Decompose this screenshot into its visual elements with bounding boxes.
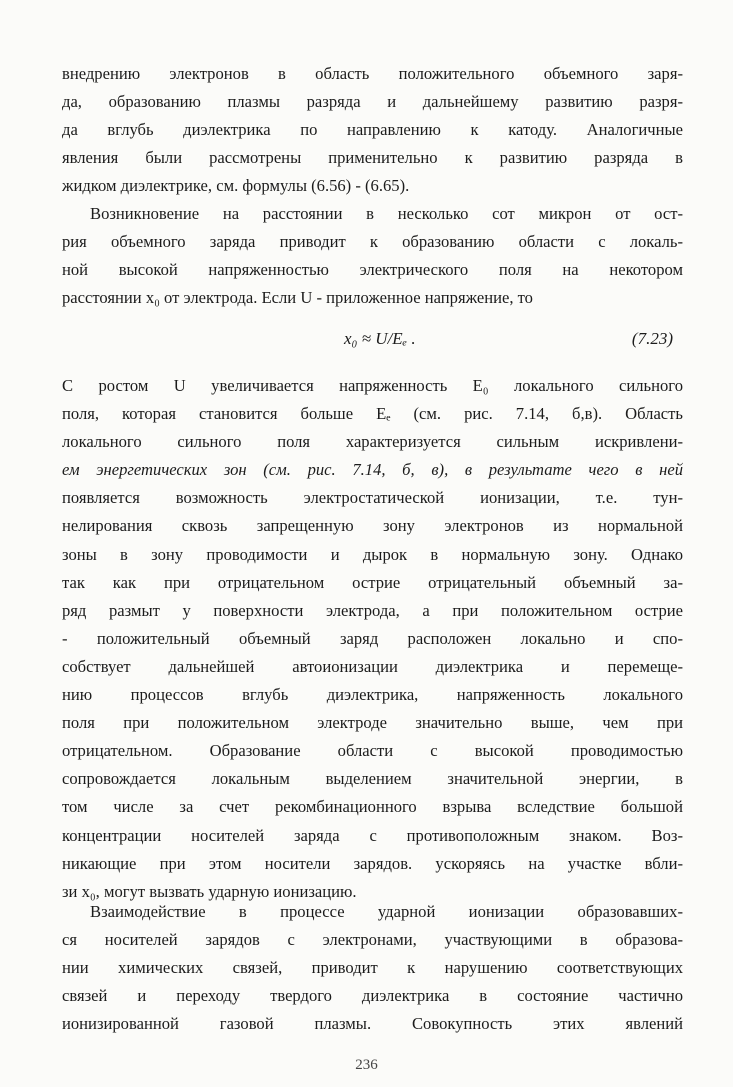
text-line: сопровождается локальным выделением значительной энергии, в — [62, 769, 683, 789]
equation-7-23 — [62, 324, 683, 354]
text-line: зи x₀, могут вызвать ударную ионизацию. — [62, 881, 357, 901]
text-line: ионизированной газовой плазмы. Совокупность этих явлений — [62, 1014, 683, 1034]
paragraph-2 — [62, 200, 683, 312]
page-number: 236 — [355, 1057, 378, 1073]
text-line: никающие при этом носители зарядов. ускоряясь на участке вбли- — [62, 853, 683, 873]
text-line: собствует дальнейшей автоионизации диэлектрика и перемеще- — [62, 656, 683, 676]
text-line: нии химических связей, приводит к нарушению соответствующих — [62, 958, 683, 978]
text-line: да, образованию плазмы разряда и дальнейшему развитию разря- — [62, 92, 683, 112]
text-line: нию процессов вглубь диэлектрика, напряженность локального — [62, 685, 683, 705]
paragraph-4 — [62, 898, 683, 1038]
text-line: нелирования сквозь запрещенную зону электронов из нормальной — [62, 516, 683, 536]
equation-number: (7.23) — [631, 329, 673, 348]
text-line: рия объемного заряда приводит к образованию области с локаль- — [62, 232, 683, 252]
text-line: так как при отрицательном острие отрицательный объемный за- — [62, 572, 683, 592]
equation-formula: x₀ ≈ U/Eₑ . — [344, 329, 416, 348]
text-line: явления были рассмотрены применительно к развитию разряда в — [62, 148, 683, 168]
paragraph-1 — [62, 60, 683, 200]
text-line: отрицательном. Образование области с высокой проводимостью — [62, 741, 683, 761]
text-line: внедрению электронов в область положительного объемного заря- — [62, 64, 683, 83]
text-line: С ростом U увеличивается напряженность E₀ локального сильного — [62, 376, 683, 395]
text-line: ся носителей зарядов с электронами, участвующими в образова- — [62, 930, 683, 950]
text-line: ем энергетических зон (см. рис. 7.14, б, в), в результате чего в ней — [62, 460, 683, 480]
paragraph-3 — [62, 372, 683, 906]
text-line: расстоянии x₀ от электрода. Если U - приложенное напряжение, то — [62, 288, 533, 308]
text-line: Возникновение на расстоянии в несколько сот микрон от ост- — [90, 204, 683, 223]
text-line: - положительный объемный заряд расположен локально и спо- — [62, 628, 683, 648]
text-line: ряд размыт у поверхности электрода, а при положительном острие — [62, 600, 683, 620]
text-line: ной высокой напряженностью электрического поля на некотором — [62, 260, 683, 280]
text-line: да вглубь диэлектрика по направлению к катоду. Аналогичные — [62, 120, 683, 140]
text-line: появляется возможность электростатической ионизации, т.е. тун- — [62, 488, 683, 508]
text-line: поля, которая становится больше Eₑ (см. рис. 7.14, б,в). Область — [62, 404, 683, 424]
text-line: локального сильного поля характеризуется сильным искривлени- — [62, 432, 683, 452]
text-line: том числе за счет рекомбинационного взрыва вследствие большой — [62, 797, 683, 817]
text-line: концентрации носителей заряда с противоположным знаком. Воз- — [62, 825, 683, 845]
text-line: жидком диэлектрике, см. формулы (6.56) - (6.65). — [62, 176, 410, 196]
text-line: поля при положительном электроде значительно выше, чем при — [62, 713, 683, 733]
text-line: зоны в зону проводимости и дырок в нормальную зону. Однако — [62, 544, 683, 564]
text-line: Взаимодействие в процессе ударной ионизации образовавших- — [90, 902, 683, 921]
text-line: связей и переходу твердого диэлектрика в состояние частично — [62, 986, 683, 1006]
